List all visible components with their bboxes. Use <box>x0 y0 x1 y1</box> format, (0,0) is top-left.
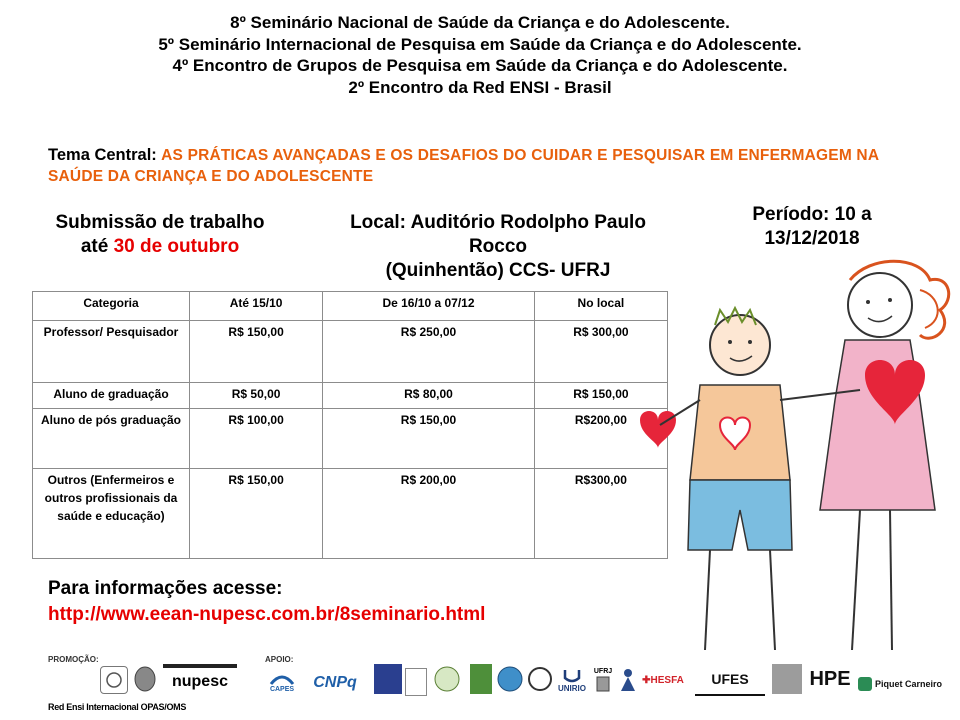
support-logo-4 <box>405 668 427 696</box>
period-line-2: 13/12/2018 <box>764 228 860 249</box>
location-line-3: (Quinhentão) CCS- UFRJ <box>385 260 611 281</box>
header-line-1: 8º Seminário Nacional de Saúde da Criança e do Adolescente. <box>230 13 730 32</box>
table-row <box>33 383 668 409</box>
row-price: R$ 50,00 <box>190 383 323 409</box>
row-price: R$ 150,00 <box>534 383 667 409</box>
central-theme <box>48 145 928 187</box>
capes-text: CAPES <box>269 685 295 693</box>
location-line-1: Local: Auditório Rodolpho Paulo <box>350 212 646 233</box>
hesfa-text: HESFA <box>650 674 684 686</box>
unirio-text: UNIRIO <box>558 683 586 693</box>
promotion-logo-1 <box>100 666 128 694</box>
shield-icon <box>527 666 553 692</box>
capes-icon <box>269 672 295 686</box>
header-line-2: 5º Seminário Internacional de Pesquisa em Saúde da Criança e do Adolescente. <box>158 34 802 54</box>
support-label: APOIO: <box>265 655 294 664</box>
crest-icon <box>133 665 157 693</box>
row-price: R$ 150,00 <box>190 469 323 559</box>
table-row <box>33 469 668 559</box>
support-building-photo <box>772 664 802 694</box>
globe-icon <box>432 665 462 693</box>
support-logo-7 <box>496 664 524 694</box>
support-logo-3 <box>374 664 402 694</box>
row-category: Professor/ Pesquisador <box>33 321 190 383</box>
row-category: Aluno de graduação <box>33 383 190 409</box>
unirio-logo <box>556 664 588 696</box>
row-price: R$ 250,00 <box>323 321 535 383</box>
submission-text: Submissão de trabalho até <box>55 212 265 257</box>
ufrj-logo <box>592 664 614 696</box>
row-price: R$ 80,00 <box>323 383 535 409</box>
submission-date: 30 de outubro <box>113 236 240 257</box>
header-until-15-10: Até 15/10 <box>190 292 323 321</box>
seal-icon <box>105 671 123 689</box>
header-line-3: 4º Encontro de Grupos de Pesquisa em Saúde da Criança e do Adolescente. <box>172 56 788 75</box>
support-logo-5 <box>430 664 464 694</box>
promotion-label: PROMOÇÃO: <box>48 655 99 664</box>
ufrj-crest-icon <box>595 675 611 693</box>
header-line-4: 2º Encontro da Red ENSI - Brasil <box>348 77 612 97</box>
theme-label: Tema Central: <box>48 146 157 164</box>
figure-icon <box>618 667 638 693</box>
support-logo-11 <box>617 666 639 694</box>
row-price: R$ 150,00 <box>190 321 323 383</box>
emblem-icon <box>496 665 524 693</box>
row-category: Aluno de pós graduação <box>33 409 190 469</box>
row-price: R$ 150,00 <box>323 409 535 469</box>
event-header <box>0 12 960 98</box>
header-on-site: No local <box>534 292 667 321</box>
row-price: R$ 100,00 <box>190 409 323 469</box>
red-ensi-footer: Red Ensi Internacional OPAS/OMS <box>48 702 187 712</box>
submission-deadline <box>40 211 280 259</box>
piquet-text: Piquet Carneiro <box>875 679 943 689</box>
piquet-icon <box>858 677 872 691</box>
info-url-link[interactable]: http://www.eean-nupesc.com.br/8seminario.html <box>48 604 486 625</box>
table-row <box>33 409 668 469</box>
support-logo-8 <box>527 664 553 694</box>
capes-logo <box>265 670 299 694</box>
row-price: R$200,00 <box>534 409 667 469</box>
cnpq-logo: CNPq <box>313 674 357 691</box>
header-16-10-to-07-12: De 16/10 a 07/12 <box>323 292 535 321</box>
row-category: Outros (Enfermeiros e outros profissionais da saúde e educação) <box>33 469 190 559</box>
row-price: R$ 200,00 <box>323 469 535 559</box>
price-table <box>32 291 668 559</box>
hesfa-cross-icon: ✚ <box>642 674 651 686</box>
support-logo-6 <box>470 664 492 694</box>
piquet-carneiro-logo <box>858 674 950 694</box>
children-hearts-illustration <box>620 250 960 660</box>
promotion-logo-2 <box>132 664 158 694</box>
period-line-1: Período: 10 a <box>752 204 872 225</box>
event-period <box>712 203 912 251</box>
table-row <box>33 321 668 383</box>
row-price: R$ 300,00 <box>534 321 667 383</box>
hpe-logo: HPE <box>809 667 851 690</box>
hesfa-logo <box>640 666 686 694</box>
theme-value: AS PRÁTICAS AVANÇADAS E OS DESAFIOS DO CUIDAR E PESQUISAR EM ENFERMAGEM NA SAÚDE DA CRIANÇA E DO ADOLESCENTE <box>48 147 879 185</box>
row-price: R$300,00 <box>534 469 667 559</box>
table-header-row <box>33 292 668 321</box>
info-label: Para informações acesse: <box>48 578 283 599</box>
ufrj-text: UFRJ <box>593 667 613 675</box>
unirio-icon <box>562 668 582 684</box>
header-category: Categoria <box>33 292 190 321</box>
location-line-2: Rocco <box>468 236 528 257</box>
ufes-logo: UFES <box>695 664 765 696</box>
nupesc-logo: nupesc <box>163 664 237 696</box>
